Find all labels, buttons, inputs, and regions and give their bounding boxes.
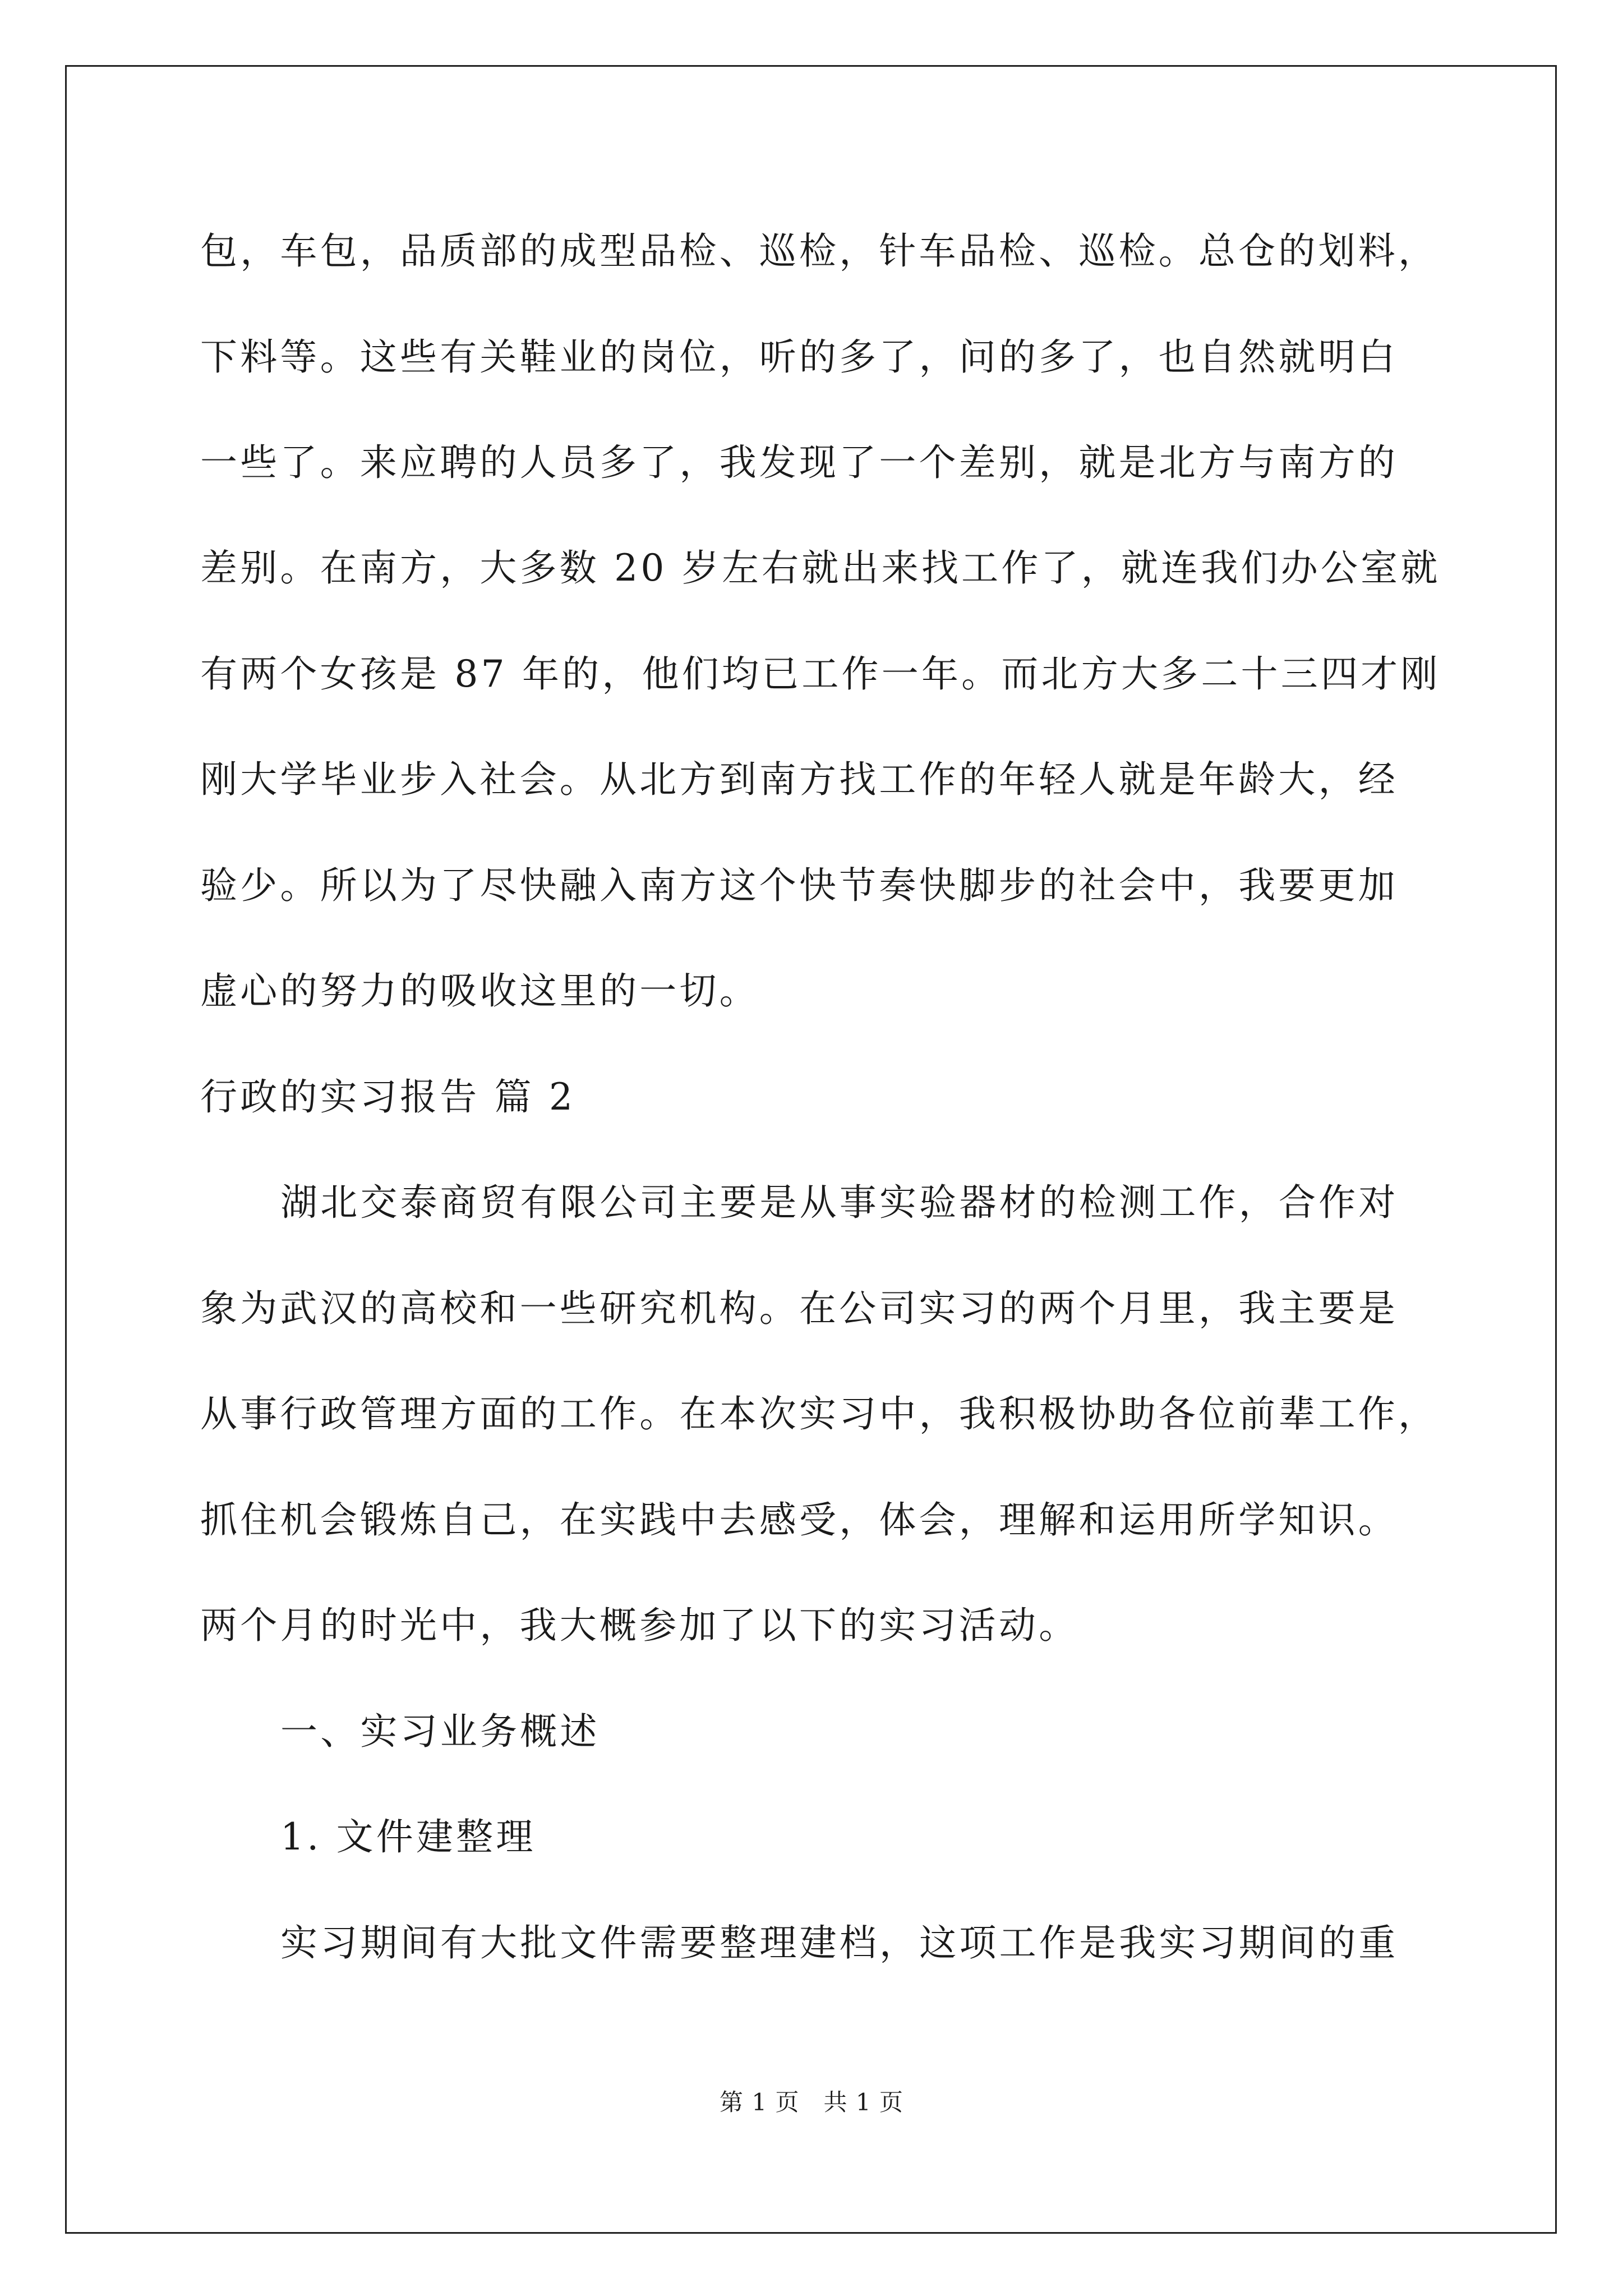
body-text-line: 虚心的努力的吸收这里的一切。 bbox=[200, 969, 759, 1013]
body-text-line: 一些了。来应聘的人员多了，我发现了一个差别，就是北方与南方的 bbox=[200, 441, 1398, 484]
page-footer bbox=[0, 2086, 1623, 2119]
body-text-line: 刚大学毕业步入社会。从北方到南方找工作的年轻人就是年龄大，经 bbox=[200, 758, 1398, 801]
body-text-line: 湖北交泰商贸有限公司主要是从事实验器材的检测工作，合作对 bbox=[280, 1181, 1399, 1224]
body-text-line: 从事行政管理方面的工作。在本次实习中，我积极协助各位前辈工作， bbox=[200, 1392, 1438, 1435]
subheading: 1. 文件建整理 bbox=[280, 1815, 536, 1858]
body-text-line: 下料等。这些有关鞋业的岗位，听的多了，问的多了，也自然就明白 bbox=[200, 335, 1398, 379]
body-text-line: 包，车包，品质部的成型品检、巡检，针车品检、巡检。总仓的划料， bbox=[200, 229, 1438, 273]
page-total: 共 1 页 bbox=[823, 2088, 903, 2116]
body-text-line: 验少。所以为了尽快融入南方这个快节奏快脚步的社会中，我要更加 bbox=[200, 864, 1398, 907]
page-number: 第 1 页 bbox=[720, 2088, 800, 2116]
body-text-line: 有两个女孩是 87 年的，他们均已工作一年。而北方大多二十三四才刚 bbox=[200, 652, 1441, 696]
section-heading: 行政的实习报告 篇 2 bbox=[200, 1075, 576, 1119]
body-text-line: 抓住机会锻炼自己，在实践中去感受，体会，理解和运用所学知识。 bbox=[200, 1498, 1398, 1542]
body-text-line: 象为武汉的高校和一些研究机构。在公司实习的两个月里，我主要是 bbox=[200, 1287, 1398, 1330]
subheading: 一、实习业务概述 bbox=[280, 1710, 600, 1753]
body-text-line: 两个月的时光中，我大概参加了以下的实习活动。 bbox=[200, 1604, 1079, 1647]
body-text-line: 实习期间有大批文件需要整理建档，这项工作是我实习期间的重 bbox=[280, 1921, 1399, 1964]
body-text-line: 差别。在南方，大多数 20 岁左右就出来找工作了，就连我们办公室就 bbox=[200, 546, 1441, 590]
